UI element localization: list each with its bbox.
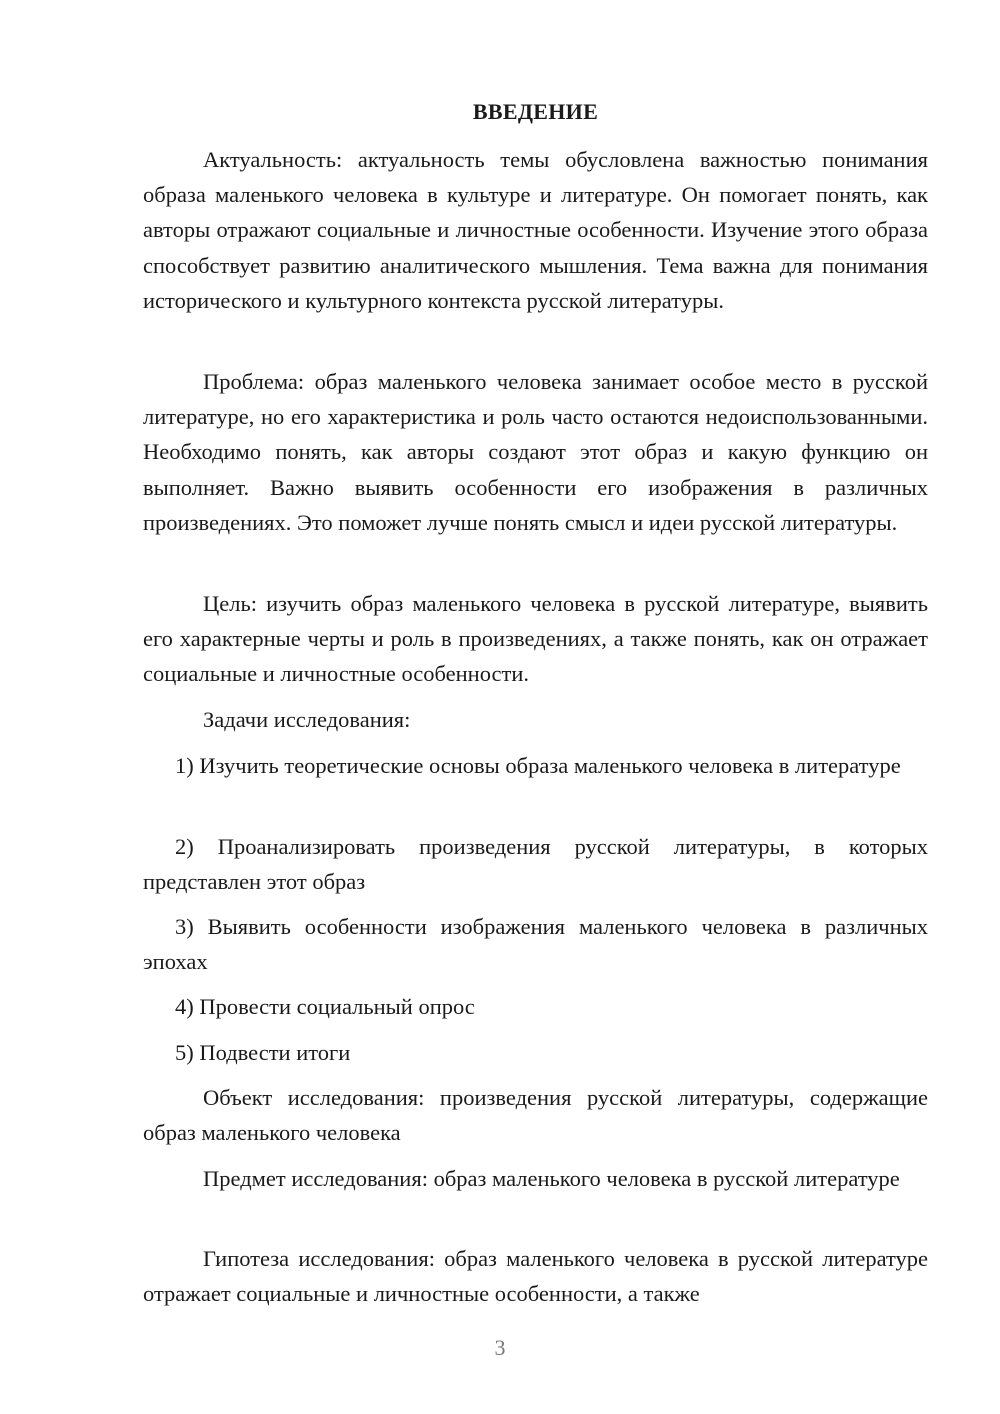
relevance-paragraph: Актуальность: актуальность темы обусловлена важностью понимания образа маленького человека в культуре и литературе. Он помогает понять, как авторы отражают социальные и личностные особенности. Изучение этого образа способствует развитию аналитического мышления. Тема важна для понимания исторического и культурного контекста русской литературы. xyxy=(143,147,928,313)
task-item: 1) Изучить теоретические основы образа маленького человека в литературе xyxy=(175,753,901,778)
tasks-heading: Задачи исследования: xyxy=(203,707,411,732)
task-item: 4) Провести социальный опрос xyxy=(175,994,475,1019)
goal-paragraph: Цель: изучить образ маленького человека в русской литературе, выявить его характерные черты и роль в произведениях, а также понять, как он отражает социальные и личностные особенности. xyxy=(143,591,928,687)
problem-paragraph: Проблема: образ маленького человека занимает особое место в русской литературе, но его характеристика и роль часто остаются недоиспользованными. Необходимо понять, как авторы создают этот образ и какую функцию он выполняет. Важно выявить особенности его изображения в различных произведениях. Это поможет лучше понять смысл и идеи русской литературы. xyxy=(143,369,928,535)
object-paragraph: Объект исследования: произведения русской литературы, содержащие образ маленького человека xyxy=(143,1085,928,1146)
task-item: 2) Проанализировать произведения русской литературы, в которых представлен этот образ xyxy=(143,834,928,895)
hypothesis-paragraph: Гипотеза исследования: образ маленького человека в русской литературе отражает социальные и личностные особенности, а также xyxy=(143,1246,928,1307)
page-number: 3 xyxy=(494,1335,506,1360)
task-item: 3) Выявить особенности изображения маленького человека в различных эпохах xyxy=(143,914,928,975)
page-title: ВВЕДЕНИЕ xyxy=(472,99,599,124)
subject-paragraph: Предмет исследования: образ маленького человека в русской литературе xyxy=(203,1166,900,1191)
task-item: 5) Подвести итоги xyxy=(175,1040,351,1065)
